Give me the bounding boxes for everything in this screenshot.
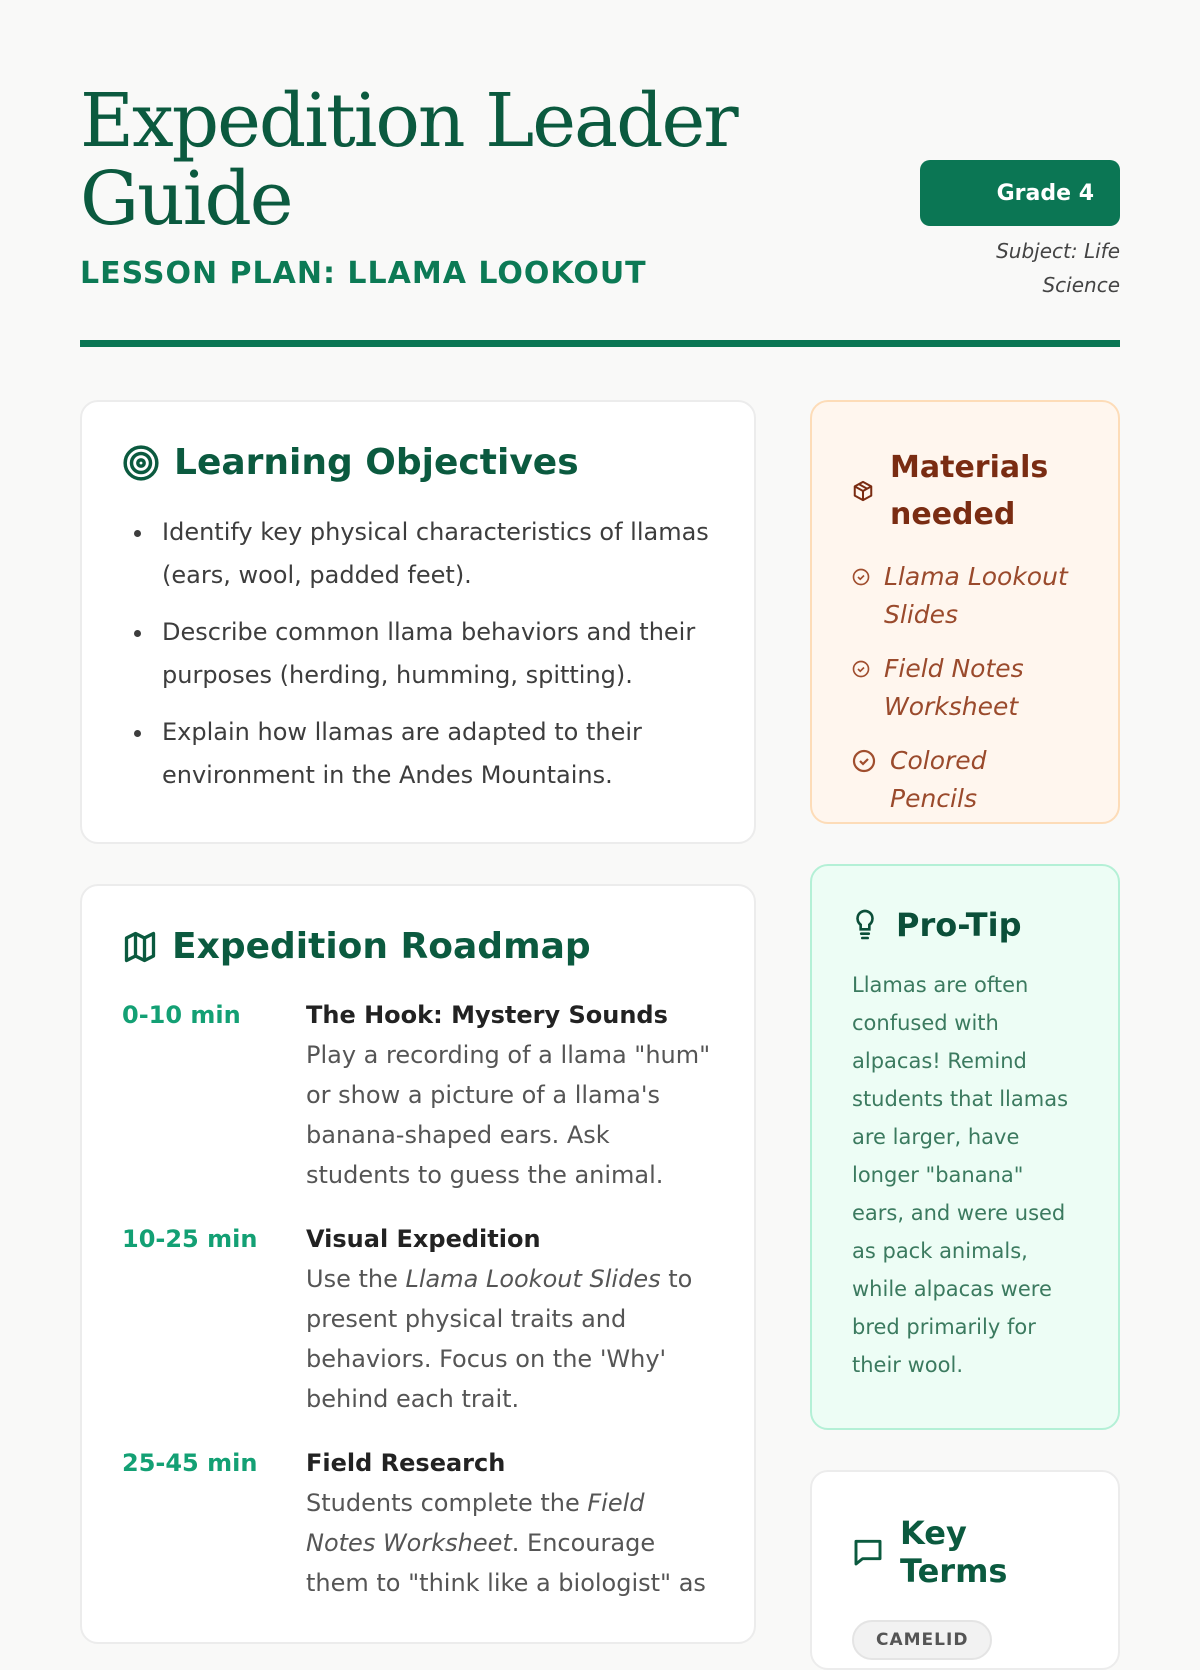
material-item: Colored Pencils xyxy=(852,742,1078,818)
objectives-list xyxy=(122,511,714,797)
step-description: Play a recording of a llama "hum" or show a picture of a llama's banana-shaped ears. Ask students to guess the animal. xyxy=(306,1041,711,1189)
lightbulb-icon xyxy=(852,908,878,942)
check-circle-icon xyxy=(852,660,870,678)
materials-title: Materials needed xyxy=(890,450,1049,532)
header-divider xyxy=(80,340,1120,347)
key-terms-tags xyxy=(852,1620,1078,1660)
expedition-roadmap-card xyxy=(80,884,756,1644)
target-icon xyxy=(122,444,160,482)
objective-item: Identify key physical characteristics of llamas (ears, wool, padded feet). xyxy=(162,511,714,597)
step-time: 25-45 min xyxy=(122,1449,258,1477)
check-circle-icon xyxy=(852,749,876,773)
pro-tip-text: Llamas are often confused with alpacas! Remind students that llamas are larger, have longer "banana" ears, and were used as pack animals, while alpacas were bred primarily for their wool. xyxy=(852,973,1069,1377)
package-icon xyxy=(852,480,874,502)
roadmap-steps xyxy=(122,995,714,1603)
step-title: Visual Expedition xyxy=(306,1225,541,1253)
step-body xyxy=(306,1219,714,1419)
step-time: 10-25 min xyxy=(122,1225,258,1253)
learning-objectives-card xyxy=(80,400,756,844)
objective-item: Describe common llama behaviors and their purposes (herding, humming, spitting). xyxy=(162,611,714,697)
objective-item: Explain how llamas are adapted to their environment in the Andes Mountains. xyxy=(162,711,714,797)
map-icon xyxy=(122,929,158,965)
step-title: Field Research xyxy=(306,1449,506,1477)
page-header xyxy=(80,0,1120,348)
key-terms-heading xyxy=(852,1514,1078,1590)
key-term-tag[interactable]: CAMELID xyxy=(852,1620,992,1660)
roadmap-step xyxy=(122,1443,714,1603)
key-terms-card xyxy=(810,1470,1120,1670)
step-description: Use the Llama Lookout Slides to present physical traits and behaviors. Focus on the 'Why' behind each trait. xyxy=(306,1265,693,1413)
step-time: 0-10 min xyxy=(122,1001,241,1029)
material-item: Field Notes Worksheet xyxy=(852,650,1078,726)
message-square-icon xyxy=(852,1536,884,1568)
step-body xyxy=(306,995,714,1195)
key-terms-title: Key Terms xyxy=(900,1514,1008,1590)
lesson-plan-page xyxy=(80,0,1120,1650)
learning-objectives-title: Learning Objectives xyxy=(174,442,579,483)
materials-card xyxy=(810,400,1120,824)
roadmap-step xyxy=(122,995,714,1195)
grade-badge: Grade 4 xyxy=(920,160,1120,226)
step-body xyxy=(306,1443,714,1603)
check-circle-icon xyxy=(852,568,870,586)
step-title: The Hook: Mystery Sounds xyxy=(306,1001,668,1029)
roadmap-heading xyxy=(122,926,714,967)
pro-tip-heading xyxy=(852,906,1078,944)
roadmap-title: Expedition Roadmap xyxy=(172,926,591,967)
page-title: Expedition Leader Guide xyxy=(80,78,737,242)
materials-heading xyxy=(852,444,1078,538)
learning-objectives-heading xyxy=(122,442,714,483)
lesson-subtitle: LESSON PLAN: LLAMA LOOKOUT xyxy=(80,256,647,291)
step-description: Students complete the Field Notes Worksheet. Encourage them to "think like a biologist" as xyxy=(306,1489,706,1597)
subject-label: Subject: Life Science xyxy=(996,239,1120,297)
roadmap-step xyxy=(122,1219,714,1419)
pro-tip-title: Pro-Tip xyxy=(896,906,1022,944)
materials-list xyxy=(852,558,1078,818)
pro-tip-card xyxy=(810,864,1120,1430)
material-item: Llama Lookout Slides xyxy=(852,558,1078,634)
